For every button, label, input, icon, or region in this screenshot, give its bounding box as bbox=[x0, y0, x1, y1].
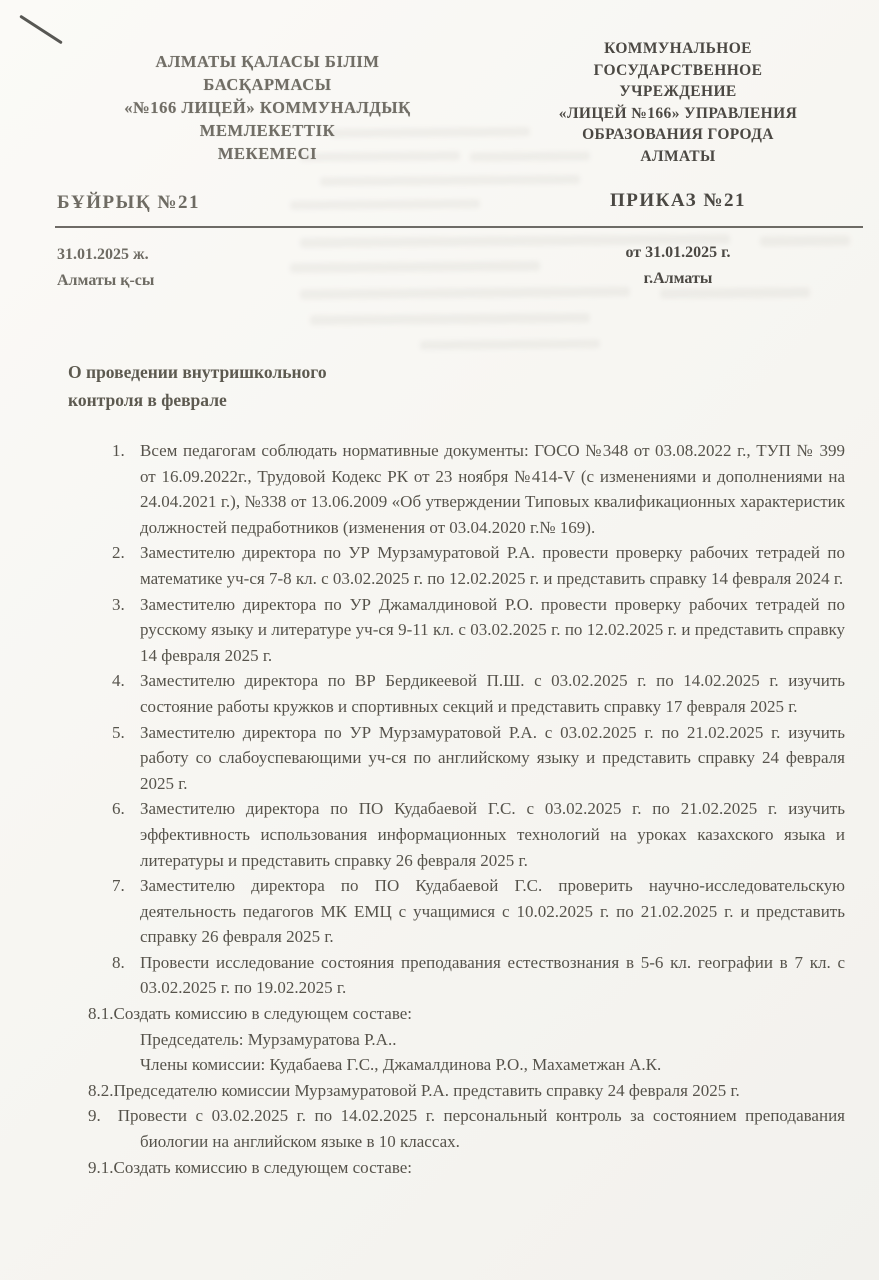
item-number: 3. bbox=[112, 594, 125, 614]
order-item-1 bbox=[112, 438, 845, 540]
item-number: 1. bbox=[112, 441, 125, 460]
item-number: 7. bbox=[112, 876, 125, 896]
item-text: Создать комиссию в следующем составе: bbox=[113, 1004, 413, 1024]
order-item-7 bbox=[112, 873, 845, 950]
subject-line: О проведении внутришкольного bbox=[68, 362, 327, 382]
issuer-ru-line: КОММУНАЛЬНОЕ bbox=[604, 40, 752, 57]
item-number: 4. bbox=[112, 671, 125, 691]
issuer-ru-line: УЧРЕЖДЕНИЕ bbox=[619, 83, 737, 100]
item-number: 2. bbox=[112, 543, 125, 563]
issuer-ru-line: «ЛИЦЕЙ №166» УПРАВЛЕНИЯ bbox=[558, 104, 798, 122]
issuer-name-russian bbox=[488, 38, 868, 167]
item-number: 5. bbox=[112, 722, 125, 742]
order-number-russian: ПРИКАЗ №21 bbox=[609, 190, 747, 211]
item-number: 6. bbox=[112, 799, 125, 819]
item-number: 8.1. bbox=[88, 1004, 114, 1024]
issuer-ru-line: АЛМАТЫ bbox=[640, 147, 716, 165]
order-item-6 bbox=[112, 796, 845, 873]
item-text: Всем педагогам соблюдать нормативные документы: ГОСО №348 от 03.08.2022 г., ТУП № 399 от 16.09.2022г., Трудовой Кодекс РК от 23 ноября №414-V (с изменениями и дополнениями на 24.04.2021 г.), №338 от 13.06.2009 «Об утверждении Типовых квалификационных характеристик должностей педработников (изменения от 03.04.2020 г.№ 169). bbox=[140, 441, 845, 537]
issuer-name-kazakh bbox=[75, 50, 460, 165]
item-text: Председателю комиссии Мурзамуратовой Р.А. представить справку 24 февраля 2025 г. bbox=[113, 1080, 740, 1100]
order-item-8 bbox=[112, 950, 845, 1001]
order-item-2 bbox=[112, 540, 845, 591]
item-text: Заместителю директора по ПО Кудабаевой Г.С. с 03.02.2025 г. по 21.02.2025 г. изучить эффективность использования информационных технологий на уроках казахского языка и литературы и представить справку 26 февраля 2025 г. bbox=[140, 799, 845, 870]
item-number: 8. bbox=[112, 952, 125, 972]
item-number: 9.1. bbox=[88, 1157, 114, 1177]
commission-members-line: Члены комиссии: Кудабаева Г.С., Джамалдинова Р.О., Махаметжан А.К. bbox=[140, 1055, 662, 1075]
date-place-row bbox=[0, 242, 879, 302]
issuer-kk-line: «№166 ЛИЦЕЙ» КОММУНАЛДЫҚ bbox=[124, 98, 411, 117]
issuer-kk-line: АЛМАТЫ ҚАЛАСЫ БІЛІМ bbox=[155, 52, 380, 71]
order-item-8-1 bbox=[88, 1001, 845, 1027]
order-city-ru: г.Алматы bbox=[643, 270, 713, 287]
order-item-3 bbox=[112, 592, 845, 669]
issuer-kk-line: БАСҚАРМАСЫ bbox=[203, 75, 332, 94]
order-city-kk: Алматы қ-сы bbox=[57, 272, 155, 289]
order-items-list bbox=[0, 438, 879, 1180]
order-number-kazakh: БҰЙРЫҚ №21 bbox=[57, 192, 200, 213]
item-text: Заместителю директора по УР Мурзамуратовой Р.А. с 03.02.2025 г. по 21.02.2025 г. изучить работу со слабоуспевающими уч-ся по английскому языку и представить справку 24 февраля 2025 г. bbox=[140, 722, 845, 793]
order-number-row bbox=[0, 192, 879, 218]
date-place-russian bbox=[488, 240, 868, 292]
issuer-ru-line: ГОСУДАРСТВЕННОЕ bbox=[593, 61, 763, 79]
item-number: 9. bbox=[88, 1106, 101, 1126]
item-text: Заместителю директора по ПО Кудабаевой Г.С. проверить научно-исследовательскую деятельность педагогов МК ЕМЦ с учащимися с 10.02.2025 г. по 21.02.2025 г. и представить справку 26 февраля 2025 г. bbox=[140, 876, 845, 947]
issuer-ru-line: ОБРАЗОВАНИЯ ГОРОДА bbox=[582, 126, 774, 143]
order-date-kk: 31.01.2025 ж. bbox=[57, 246, 149, 263]
item-text: Заместителю директора по ВР Бердикеевой П.Ш. с 03.02.2025 г. по 14.02.2025 г. изучить состояние работы кружков и спортивных секций и представить справку 17 февраля 2025 г. bbox=[140, 671, 845, 716]
order-item-5 bbox=[112, 720, 845, 797]
order-item-9 bbox=[88, 1103, 845, 1154]
issuer-kk-line: МЕМЛЕКЕТТІК bbox=[199, 121, 336, 140]
document-header bbox=[0, 0, 879, 178]
order-item-9-1 bbox=[88, 1155, 845, 1181]
item-text: Заместителю директора по УР Джамалдиновой Р.О. провести проверку рабочих тетрадей по русскому языку и литературе уч-ся 9-11 кл. с 03.02.2025 г. по 12.02.2025 г. и представить справку 14 февраля 2025 г. bbox=[140, 594, 845, 665]
date-place-kazakh bbox=[57, 242, 154, 294]
item-text: Провести с 03.02.2025 г. по 14.02.2025 г. персональный контроль за состоянием преподавания биологии на английском языке в 10 классах. bbox=[117, 1106, 845, 1152]
item-text: Создать комиссию в следующем составе: bbox=[113, 1157, 413, 1177]
order-date-ru: от 31.01.2025 г. bbox=[625, 244, 731, 261]
order-item-4 bbox=[112, 668, 845, 719]
commission-chair-line: Председатель: Мурзамуратова Р.А.. bbox=[140, 1029, 397, 1049]
document-subject bbox=[68, 358, 879, 414]
item-number: 8.2. bbox=[88, 1080, 114, 1100]
issuer-kk-line: МЕКЕМЕСІ bbox=[217, 144, 318, 163]
divider-line bbox=[55, 226, 863, 228]
item-text: Заместителю директора по УР Мурзамуратовой Р.А. провести проверку рабочих тетрадей по математике уч-ся 7-8 кл. с 03.02.2025 г. по 12.02.2025 г. и представить справку 14 февраля 2024 г. bbox=[140, 543, 845, 588]
item-text: Провести исследование состояния преподавания естествознания в 5-6 кл. географии в 7 кл. с 03.02.2025 г. по 19.02.2025 г. bbox=[140, 952, 845, 998]
subject-line: контроля в феврале bbox=[68, 390, 227, 410]
order-item-8-2 bbox=[88, 1078, 845, 1104]
